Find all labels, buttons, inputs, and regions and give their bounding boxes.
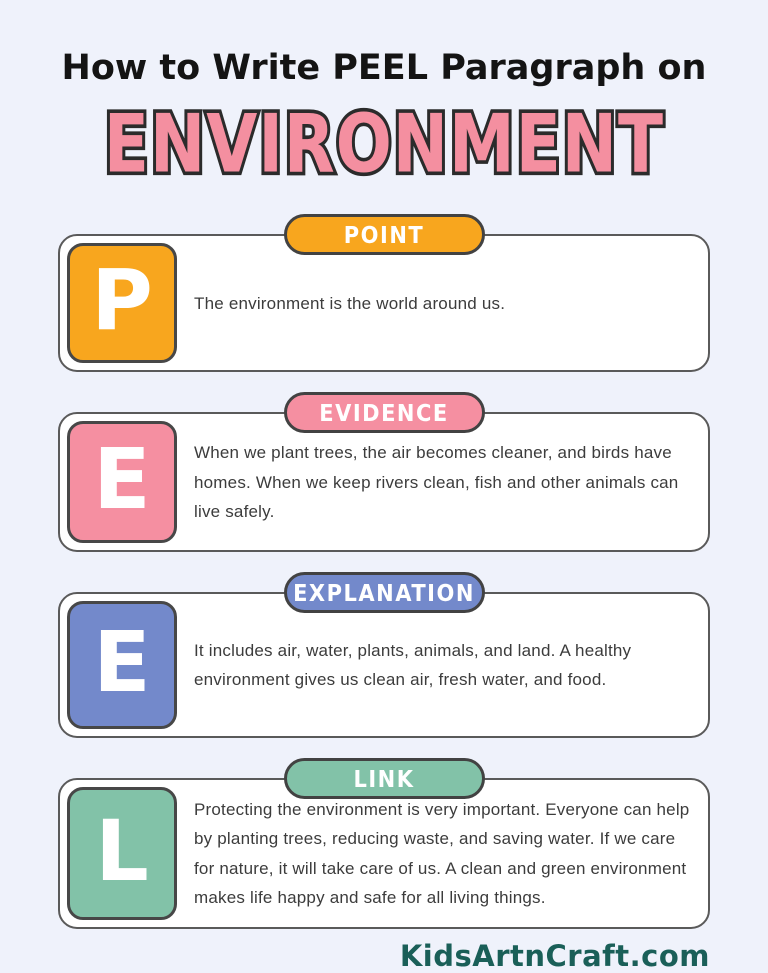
section-explanation: [58, 572, 710, 738]
footer: [58, 939, 710, 973]
main-title: ENVIRONMENT ENVIRONMENT: [104, 104, 664, 185]
section-evidence: [58, 392, 710, 552]
explanation-badge-label: EXPLANATION: [293, 579, 475, 607]
point-paragraph: The environment is the world around us.: [194, 293, 506, 313]
point-badge: [284, 214, 485, 255]
letter-tile-p: P: [67, 243, 177, 363]
sections-container: [58, 214, 710, 929]
main-title-wrap: [0, 97, 768, 192]
link-badge-label: LINK: [353, 765, 415, 793]
link-text: [177, 787, 701, 920]
header: [0, 48, 768, 192]
point-text: [177, 243, 701, 363]
letter-tile-e2: E: [67, 601, 177, 729]
letter-tile-l: L: [67, 787, 177, 920]
evidence-badge: [284, 392, 485, 433]
link-badge: [284, 758, 485, 799]
evidence-paragraph: When we plant trees, the air becomes cleaner, and birds have homes. When we keep rivers clean, fish and other animals can live safely.: [194, 443, 679, 521]
evidence-badge-label: EVIDENCE: [319, 399, 449, 427]
section-link: [58, 758, 710, 929]
evidence-text: [177, 421, 701, 543]
explanation-paragraph: It includes air, water, plants, animals, and land. A healthy environment gives us clean air, fresh water, and food.: [194, 641, 632, 690]
point-badge-label: POINT: [343, 221, 425, 249]
evidence-card: [58, 412, 710, 552]
footer-site-text: KidsArtnCraft.com: [399, 939, 710, 973]
letter-tile-e1: E: [67, 421, 177, 543]
link-paragraph: Protecting the environment is very important. Everyone can help by planting trees, reducing waste, and saving water. If we care for nature, it will take care of us. A clean and green environment makes life happy and safe for all living things.: [194, 800, 690, 907]
link-card: [58, 778, 710, 929]
explanation-text: [177, 601, 701, 729]
section-point: [58, 214, 710, 372]
page-title: How to Write PEEL Paragraph on: [61, 48, 707, 88]
explanation-card: [58, 592, 710, 738]
explanation-badge: [284, 572, 485, 613]
